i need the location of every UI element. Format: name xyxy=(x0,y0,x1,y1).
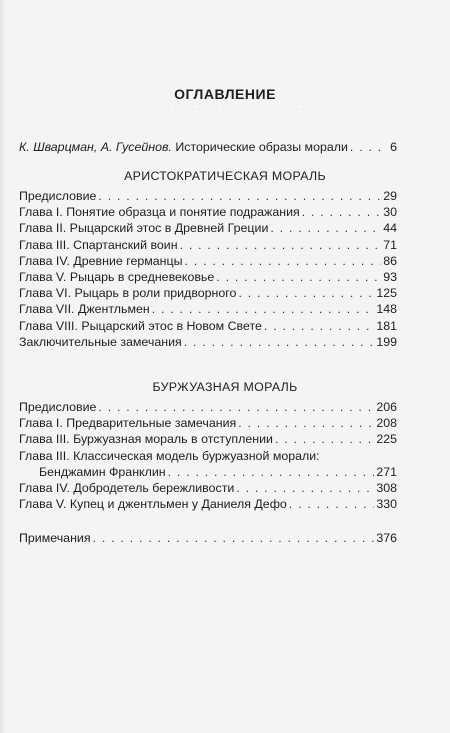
toc-entry-label: Глава VIII. Рыцарский этос в Новом Свете xyxy=(19,318,262,333)
toc-entry[interactable] xyxy=(19,335,397,351)
toc-entry[interactable] xyxy=(19,254,397,270)
leader-dots xyxy=(152,302,375,316)
toc-entry-page: 148 xyxy=(376,302,397,317)
toc-entry-label: Глава I. Предварительные замечания xyxy=(19,416,237,431)
leader-dots xyxy=(236,481,374,495)
page-title: ОГЛАВЛЕНИЕ xyxy=(174,86,276,102)
toc-entry-page: 29 xyxy=(383,189,397,203)
toc-entry[interactable] xyxy=(19,465,397,481)
leader-dots xyxy=(350,140,388,154)
toc-entry-page: 376 xyxy=(376,531,397,545)
toc-entry-page: 86 xyxy=(383,253,397,268)
leader-dots xyxy=(264,319,374,333)
toc-entry-page: 206 xyxy=(376,400,397,414)
leader-dots xyxy=(168,465,375,479)
toc-entry[interactable] xyxy=(19,319,397,335)
leader-dots xyxy=(275,432,374,446)
toc-entry-page: 125 xyxy=(376,286,397,301)
toc-entry-page: 93 xyxy=(383,269,397,284)
toc-entry-label: Глава I. Понятие образца и понятие подражания xyxy=(19,205,300,220)
toc-entry[interactable] xyxy=(19,205,397,221)
leader-dots xyxy=(180,238,382,252)
toc-entry-page: 44 xyxy=(383,221,397,236)
toc-entry-page: 181 xyxy=(376,318,397,333)
toc-entry-label: Глава II. Рыцарский этос в Древней Греции xyxy=(19,221,269,236)
toc-notes xyxy=(19,531,397,547)
toc-entry-label: Бенджамин Франклин xyxy=(39,464,166,479)
toc-entry-label: Глава VII. Джентльмен xyxy=(19,302,150,317)
toc-entry-page: 71 xyxy=(383,237,397,252)
leader-dots xyxy=(185,254,382,268)
leader-dots xyxy=(216,270,381,284)
toc-entry-label: Примечания xyxy=(19,531,91,545)
toc-section-aristocratic xyxy=(19,189,397,351)
toc-entry-label: Глава V. Купец и джентльмен у Даниеля Дефо xyxy=(19,497,287,512)
toc-entry-page: 30 xyxy=(383,205,397,220)
leader-dots xyxy=(270,221,381,235)
toc-entry-label: Предисловие xyxy=(19,189,97,203)
toc-entry-label: Глава III. Спартанский воин xyxy=(19,237,178,252)
toc-entry-page: 225 xyxy=(376,432,397,447)
toc-entry-page: 271 xyxy=(376,464,397,479)
toc-entry[interactable] xyxy=(19,449,397,465)
leader-dots xyxy=(238,286,374,300)
toc-entry-intro[interactable] xyxy=(19,140,397,156)
toc-intro-title: Исторические образы морали xyxy=(175,140,348,154)
toc-entry-label: Глава III. Буржуазная мораль в отступлении xyxy=(19,432,273,447)
toc-entry-page: 6 xyxy=(390,140,397,154)
toc-entry-label: Глава III. Классическая модель буржуазной морали: xyxy=(19,448,320,463)
toc-entry[interactable] xyxy=(19,221,397,237)
toc-entry-label xyxy=(19,140,348,154)
toc-entry[interactable] xyxy=(19,416,397,432)
toc-entry[interactable] xyxy=(19,497,397,513)
section-heading-bourgeois: БУРЖУАЗНАЯ МОРАЛЬ xyxy=(152,380,298,394)
leader-dots xyxy=(302,205,382,219)
leader-dots xyxy=(184,335,375,349)
page-edge-shadow xyxy=(0,0,6,733)
leader-dots xyxy=(98,189,381,203)
toc-entry[interactable] xyxy=(19,286,397,302)
bleed-through-text: . . . . . . . . . . . . . . . . . . . . . . . . . . . . . . . . . . . . . xyxy=(112,101,336,113)
toc-intro-authors: К. Шварцман, А. Гусейнов. xyxy=(19,140,172,154)
toc-entry[interactable] xyxy=(19,189,397,205)
toc-entry-label: Глава VI. Рыцарь в роли придворного xyxy=(19,286,237,301)
toc-entry[interactable] xyxy=(19,400,397,416)
toc-entry-notes[interactable] xyxy=(19,531,397,547)
toc-entry[interactable] xyxy=(19,302,397,318)
toc-entry-page: 308 xyxy=(376,480,397,495)
toc-entry-label: Глава IV. Добродетель бережливости xyxy=(19,480,235,495)
leader-dots xyxy=(238,416,374,430)
toc-entry-label: Заключительные замечания xyxy=(19,334,182,349)
toc-entry-page: 199 xyxy=(376,334,397,349)
leader-dots xyxy=(98,400,374,414)
toc-entry[interactable] xyxy=(19,270,397,286)
toc-intro xyxy=(19,140,397,156)
toc-section-bourgeois xyxy=(19,400,397,513)
leader-dots xyxy=(93,531,375,545)
toc-entry[interactable] xyxy=(19,238,397,254)
toc-entry-label: Глава IV. Древние германцы xyxy=(19,253,183,268)
leader-dots xyxy=(289,497,375,511)
toc-entry-page: 208 xyxy=(376,416,397,431)
toc-entry[interactable] xyxy=(19,481,397,497)
toc-entry[interactable] xyxy=(19,432,397,448)
section-heading-aristocratic: АРИСТОКРАТИЧЕСКАЯ МОРАЛЬ xyxy=(124,169,326,183)
toc-entry-label: Предисловие xyxy=(19,400,97,414)
toc-entry-page: 330 xyxy=(376,497,397,512)
toc-entry-label: Глава V. Рыцарь в средневековье xyxy=(19,269,215,284)
